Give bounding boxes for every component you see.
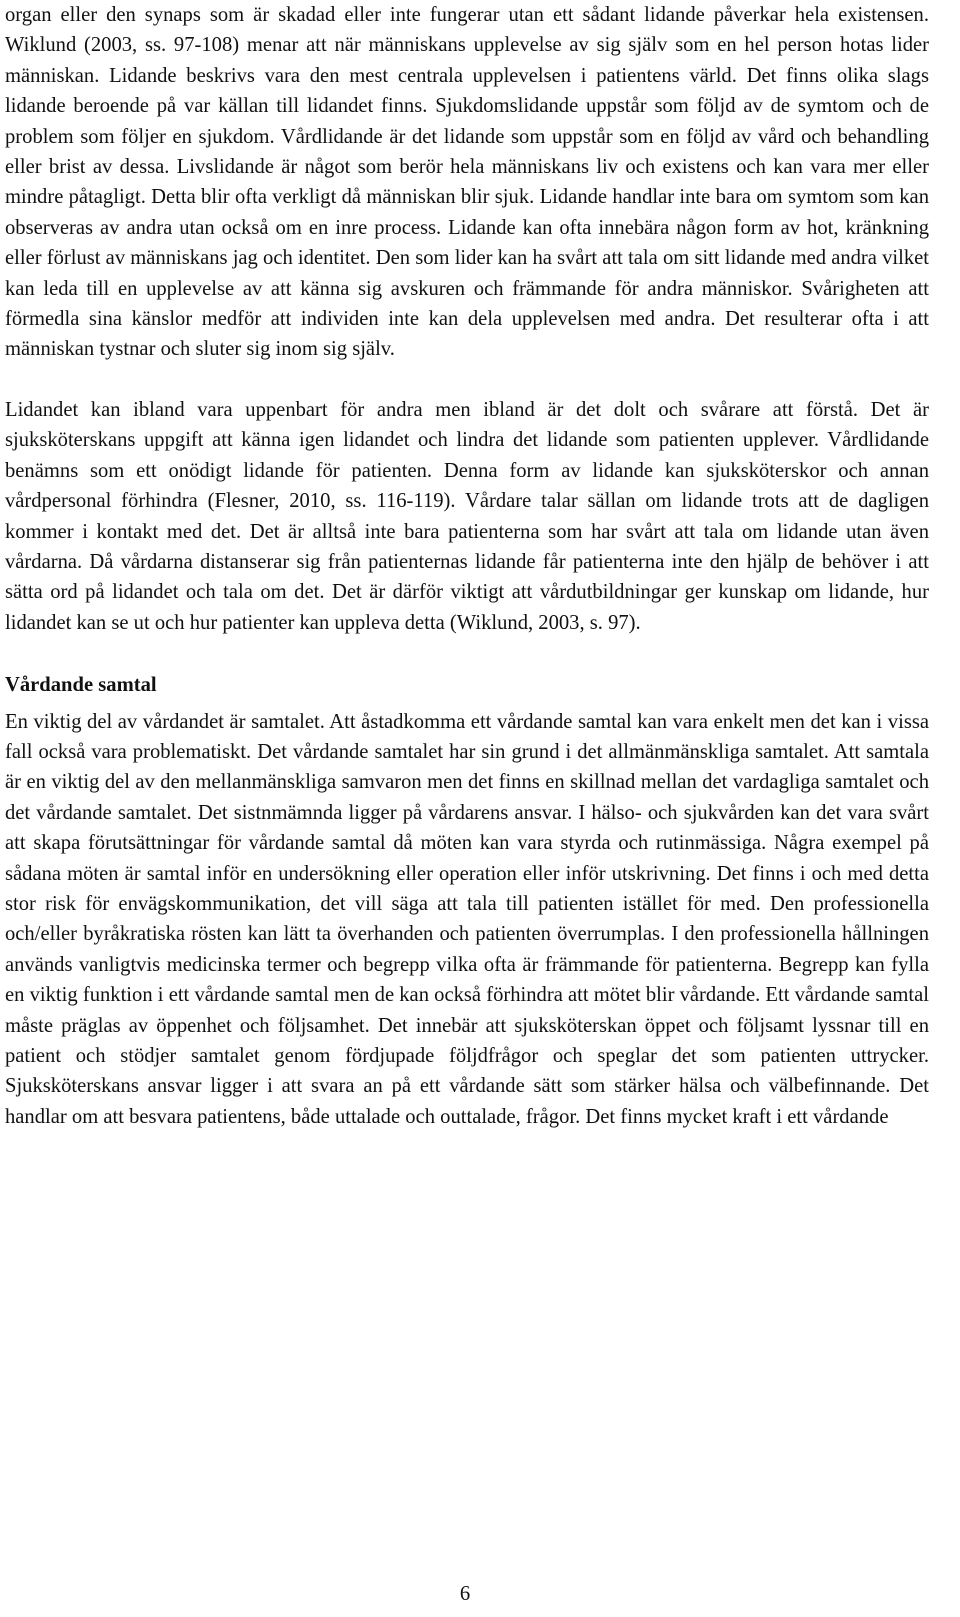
body-paragraph: En viktig del av vårdandet är samtalet. Att åstadkomma ett vårdande samtal kan vara enkelt men det kan i vissa fall också vara problematiskt. Det vårdande samtalet har sin grund i det allmänmänskliga samtalet. Att samtala är en viktig del av den mellanmänskliga samvaron men det finns en skillnad mellan det vardagliga samtalet och det vårdande samtalet. Det sistnmämnda ligger på vårdarens ansvar. I hälso- och sjukvården kan det vara svårt att skapa förutsättningar för vårdande samtal då möten kan vara styrda och rutinmässiga. Några exempel på sådana möten är samtal inför en undersökning eller operation eller inför utskrivning. Det finns i och med detta stor risk för envägskommunikation, det vill säga att tala till patienten istället för med. Den professionella och/eller byråkratiska rösten kan lätt ta överhanden och patienten överrumplas. I den professionella hållningen används vanligtvis medicinska termer och begrepp vilka ofta är främmande för patienterna. Begrepp kan fylla en viktig funktion i ett vårdande samtal men de kan också förhindra att mötet blir vårdande. Ett vårdande samtal måste präglas av öppenhet och följsamhet. Det innebär att sjuksköterskan öppet och följsamt lyssnar till en patient och stödjer samtalet genom fördjupade följdfrågor och speglar det som patienten uttrycker. Sjuksköterskans ansvar ligger i att svara an på ett vårdande sätt som stärker hälsa och välbefinnande. Det handlar om att besvara patientens, både uttalade och outtalade, frågor. Det finns mycket kraft i ett vårdande [5,710,929,1128]
document-page [5,0,929,1132]
page-number: 6 [459,1583,471,1605]
body-paragraph: organ eller den synaps som är skadad eller inte fungerar utan ett sådant lidande påverkar hela existensen. Wiklund (2003, ss. 97-108) menar att när människans upplevelse av sig själv som en hel person hotas lider människan. Lidande beskrivs vara den mest centrala upplevelsen i patientens värld. Det finns olika slags lidande beroende på var källan till lidandet finns. Sjukdomslidande uppstår som följd av de symtom och de problem som följer en sjukdom. Vårdlidande är det lidande som uppstår som en följd av vård och behandling eller brist av dessa. Livslidande är något som berör hela människans liv och existens och kan vara mer eller mindre påtagligt. Detta blir ofta verkligt då människan blir sjuk. Lidande handlar inte bara om symtom som kan observeras av andra utan också om en inre process. Lidande kan ofta innebära någon form av hot, kränkning eller förlust av människans jag och identitet. Den som lider kan ha svårt att tala om sitt lidande med andra vilket kan leda till en upplevelse av att känna sig avskuren och främmande för andra människor. Svårigheten att förmedla sina känslor medför att individen inte kan dela upplevelsen med andra. Det resulterar ofta i att människan tystnar och sluter sig inom sig själv. [5,4,929,361]
body-paragraph: Lidandet kan ibland vara uppenbart för andra men ibland är det dolt och svårare att förstå. Det är sjuksköterskans uppgift att känna igen lidandet och lindra det lidande som patienten upplever. Vårdlidande benämns som ett onödigt lidande för patienten. Denna form av lidande kan sjuksköterskor och annan vårdpersonal förhindra (Flesner, 2010, ss. 116-119). Vårdare talar sällan om lidande trots att de dagligen kommer i kontakt med det. Det är alltså inte bara patienterna som har svårt att tala om lidande utan även vårdarna. Då vårdarna distanserar sig från patienternas lidande får patienterna inte den hjälp de behöver i att sätta ord på lidandet och tala om det. Det är därför viktigt att vårdutbildningar ger kunskap om lidande, hur lidandet kan se ut och hur patienter kan uppleva detta (Wiklund, 2003, s. 97). [5,398,929,634]
section-heading: Vårdande samtal [5,674,157,697]
